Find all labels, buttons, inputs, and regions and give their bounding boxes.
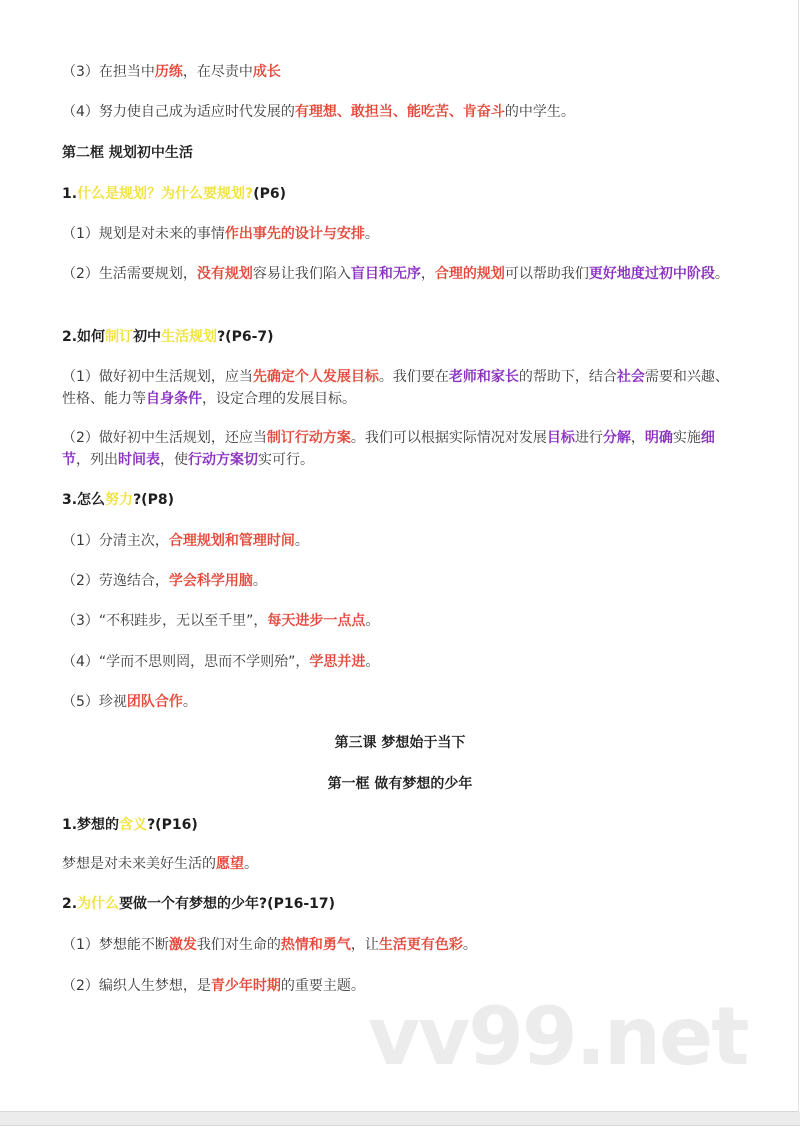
text-run: 3.怎么 [62,492,106,508]
text-run: (P6) [253,186,286,202]
text-run: 初中 [133,329,162,345]
highlight-red: 作出事先的设计与安排 [224,226,365,242]
highlight-red: 有理想、敢担当、能吃苦、肯奋斗 [294,104,505,120]
paragraph [62,691,742,713]
text-run: 容易让我们陷入 [252,266,351,282]
text-run: （1）做好初中生活规划，应当 [62,369,253,385]
highlight-purple: 盲目和无序 [350,266,421,282]
text-run: 的中学生。 [504,104,575,120]
highlight-purple: 时间表 [118,452,160,468]
highlight-yellow: 努力 [105,492,134,508]
text-run: ，使 [160,452,188,468]
paragraph [62,427,742,471]
paragraph [62,101,742,123]
heading [0,773,800,795]
next-page [0,1126,800,1137]
highlight-red: 先确定个人发展目标 [252,369,379,385]
text-run: 实施 [672,430,701,446]
highlight-yellow: 含义 [119,817,148,833]
heading [62,142,742,164]
highlight-red: 热情和勇气 [280,937,351,953]
paragraph [62,570,742,592]
highlight-red: 生活更有色彩 [378,937,463,953]
highlight-purple: 更好地度过初中阶段 [588,266,715,282]
text-run: ?(P8) [133,492,174,508]
text-run: 。 [365,613,380,629]
highlight-red: 青少年时期 [210,978,281,994]
page-separator [0,1112,800,1126]
text-run: 进行 [574,430,603,446]
text-run: 2.如何 [62,329,106,345]
text-run: 实可行。 [258,452,314,468]
text-run: （1）梦想能不断 [62,937,169,953]
text-run: 。 [294,533,309,549]
highlight-red: 学思并进 [309,654,366,670]
text-run: （2）编织人生梦想，是 [62,978,211,994]
text-run: 1.梦想的 [62,817,120,833]
text-run: ，列出 [76,452,118,468]
highlight-red: 制订行动方案 [266,430,351,446]
highlight-purple: 老师和家长 [448,369,519,385]
paragraph [62,853,742,875]
highlight-red: 历练 [154,64,183,80]
highlight-red: 每天进步一点点 [267,613,366,629]
text-run: 需要和兴趣、性格、能力等 [62,369,729,407]
text-run: 。我们要在 [378,369,449,385]
text-run: 。 [714,266,729,282]
text-run: ，让 [350,937,379,953]
text-run: 。 [182,694,197,710]
text-run: 第三课 梦想始于当下 [334,735,466,751]
text-run: （3）“不积跬步，无以至千里”， [62,613,268,629]
text-run: （2）做好初中生活规划，还应当 [62,430,267,446]
paragraph [62,651,742,673]
highlight-red: 激发 [168,937,197,953]
highlight-red: 合理规划和管理时间 [168,533,295,549]
text-run: ?(P6-7) [217,329,274,345]
highlight-yellow: 为什么 [77,896,120,912]
text-run: （4）努力使自己成为适应时代发展的 [62,104,295,120]
text-run: 。 [365,654,380,670]
heading [62,183,742,205]
text-run: 。 [462,937,477,953]
text-run: 。 [244,856,258,872]
text-run: 的帮助下，结合 [518,369,617,385]
text-run: 。我们可以根据实际情况对发展 [350,430,547,446]
highlight-yellow: 制订 [105,329,134,345]
paragraph [62,61,742,83]
text-run: 。 [252,573,267,589]
text-run: 2. [62,896,78,912]
highlight-yellow: 什么是规划？为什么要规划? [77,186,254,202]
highlight-purple: 自身条件 [146,391,202,407]
paragraph [62,530,742,552]
paragraph [62,263,742,285]
paragraph [62,610,742,632]
text-run: 第二框 规划初中生活 [62,145,193,161]
highlight-red: 没有规划 [196,266,253,282]
text-run: 第一框 做有梦想的少年 [327,776,473,792]
text-run: ， [420,266,435,282]
highlight-purple: 明确 [644,430,673,446]
highlight-red: 团队合作 [126,694,183,710]
text-run: 1. [62,186,78,202]
paragraph [62,366,742,410]
text-run: 我们对生命的 [196,937,281,953]
highlight-red: 学会科学用脑 [168,573,253,589]
text-run: 可以帮助我们 [504,266,589,282]
highlight-purple: 分解 [602,430,631,446]
text-run: ， [630,430,645,446]
highlight-purple: 行动方案切 [188,452,258,468]
text-run: ，在尽责中 [182,64,253,80]
highlight-red: 成长 [252,64,281,80]
text-run: （2）生活需要规划， [62,266,197,282]
heading [62,326,742,348]
text-run: （1）分清主次， [62,533,169,549]
heading [62,814,742,836]
text-run: （2）劳逸结合， [62,573,169,589]
highlight-yellow: 生活规划 [161,329,218,345]
text-run: （1）规划是对未来的事情 [62,226,225,242]
text-run: （5）珍视 [62,694,127,710]
text-run: 。 [364,226,379,242]
highlight-red: 愿望 [216,856,244,872]
highlight-purple: 细节 [62,430,715,468]
watermark: vv99.net [368,990,748,1083]
paragraph [62,934,742,956]
heading [62,489,742,511]
text-run: ，设定合理的发展目标。 [202,391,356,407]
highlight-purple: 社会 [616,369,645,385]
text-run: ?(P16) [147,817,198,833]
heading [0,732,800,754]
highlight-purple: 目标 [546,430,575,446]
text-run: 的重要主题。 [280,978,365,994]
text-run: （3）在担当中 [62,64,155,80]
text-run: 要做一个有梦想的少年?(P16-17) [119,896,336,912]
text-run: （4）“学而不思则罔，思而不学则殆”， [62,654,310,670]
heading [62,893,742,915]
text-run: 梦想是对未来美好生活的 [62,856,216,872]
paragraph [62,223,742,245]
highlight-red: 合理的规划 [434,266,505,282]
